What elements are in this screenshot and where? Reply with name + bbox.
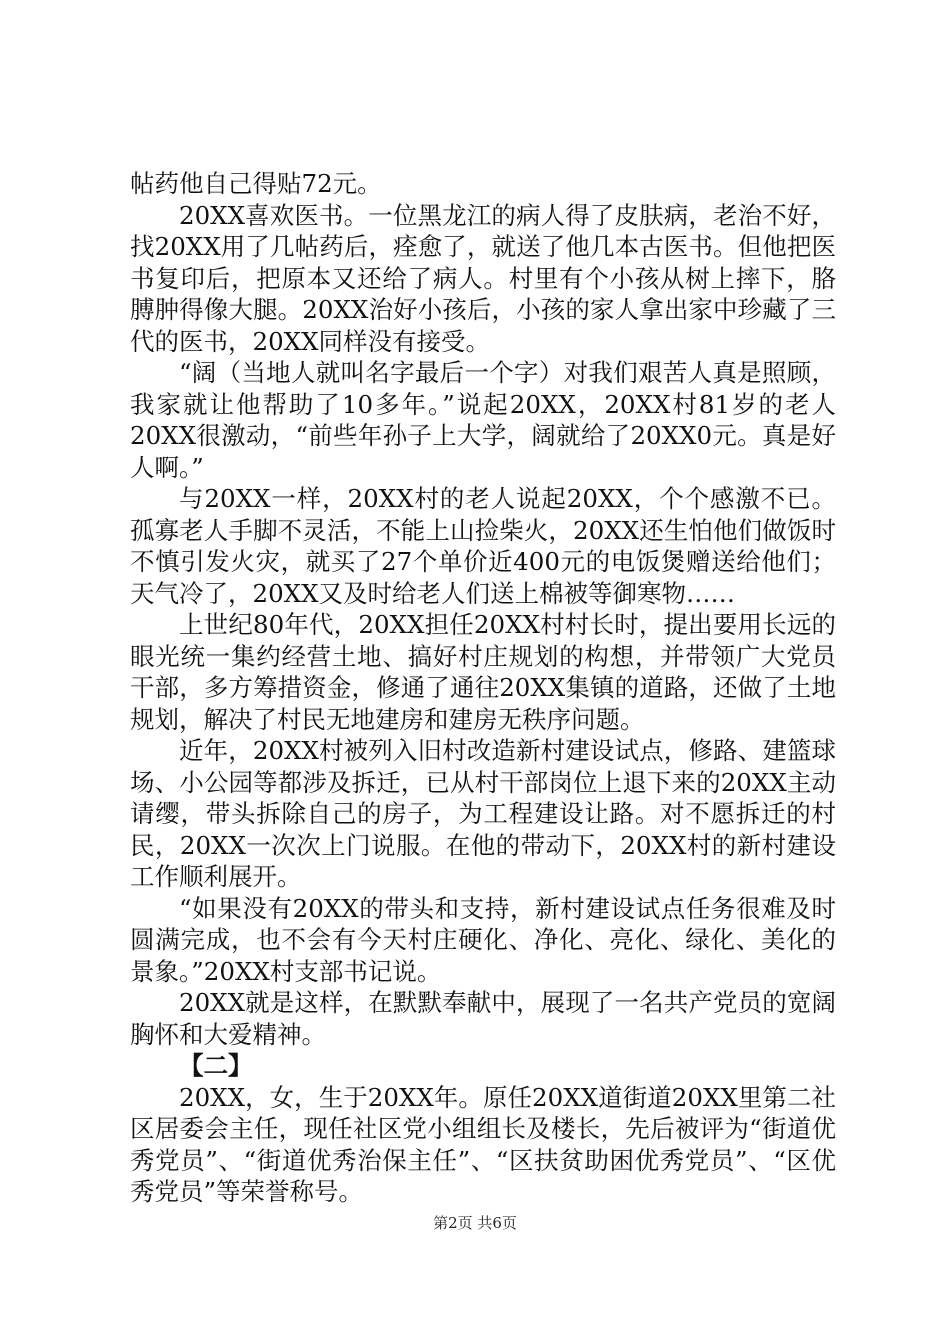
- paragraph: 20XX就是这样，在默默奉献中，展现了一名共产党员的宽阔胸怀和大爱精神。: [130, 988, 836, 1049]
- paragraph: “如果没有20XX的带头和支持，新村建设试点任务很难及时圆满完成，也不会有今天村庄硬化、净化、亮化、绿化、美化的景象。”20XX村支部书记说。: [130, 893, 836, 986]
- paragraph: 与20XX一样，20XX村的老人说起20XX，个个感激不已。孤寡老人手脚不灵活，不能上山捡柴火，20XX还生怕他们做饭时不慎引发火灾，就买了27个单价近400元的电饭煲赠送给他们；天气冷了，20XX又及时给老人们送上棉被等御寒物……: [130, 484, 836, 608]
- document-body: [130, 168, 836, 1208]
- paragraph: 20XX，女，生于20XX年。原任20XX道街道20XX里第二社区居委会主任，现任社区党小组组长及楼长，先后被评为“街道优秀党员”、“街道优秀治保主任”、“区扶贫助困优秀党员”、“区优秀党员”等荣誉称号。: [130, 1082, 836, 1206]
- paragraph: 近年，20XX村被列入旧村改造新村建设试点，修路、建篮球场、小公园等都涉及拆迁，已从村干部岗位上退下来的20XX主动请缨，带头拆除自己的房子，为工程建设让路。对不愿拆迁的村民，20XX一次次上门说服。在他的带动下，20XX村的新村建设工作顺利展开。: [130, 736, 836, 891]
- paragraph: 上世纪80年代，20XX担任20XX村村长时，提出要用长远的眼光统一集约经营土地、搞好村庄规划的构想，并带领广大党员干部，多方筹措资金，修通了通往20XX集镇的道路，还做了土地规划，解决了村民无地建房和建房无秩序问题。: [130, 610, 836, 734]
- section-heading: 【二】: [179, 1051, 253, 1080]
- paragraph-continuation: 帖药他自己得贴72元。: [130, 169, 382, 198]
- paragraph: “阔（当地人就叫名字最后一个字）对我们艰苦人真是照顾，我家就让他帮助了10多年。”说起20XX，20XX村81岁的老人20XX很激动，“前些年孙子上大学，阔就给了20XX0元。真是好人啊。”: [130, 358, 836, 482]
- page-number-footer: 第2页 共6页: [433, 1214, 517, 1232]
- paragraph: 20XX喜欢医书。一位黑龙江的病人得了皮肤病，老治不好，找20XX用了几帖药后，痊愈了，就送了他几本古医书。但他把医书复印后，把原本又还给了病人。村里有个小孩从树上摔下，胳膊肿得像大腿。20XX治好小孩后，小孩的家人拿出家中珍藏了三代的医书，20XX同样没有接受。: [130, 200, 836, 356]
